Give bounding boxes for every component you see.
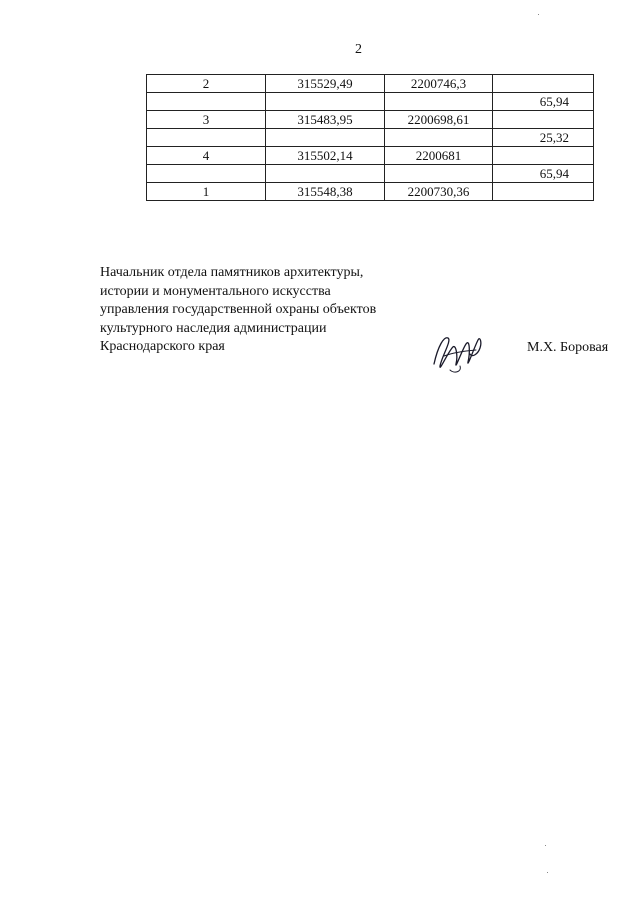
- distance-cell: [493, 75, 594, 93]
- y-coordinate-cell: 2200746,3: [385, 75, 493, 93]
- signatory-position: [100, 264, 376, 357]
- point-cell: 2: [147, 75, 266, 93]
- x-coordinate-cell: [266, 165, 385, 183]
- position-line: Краснодарского края: [100, 339, 225, 354]
- point-cell: [147, 129, 266, 147]
- y-coordinate-cell: 2200681: [385, 147, 493, 165]
- table-row: [147, 111, 594, 129]
- table-row: [147, 75, 594, 93]
- distance-cell: 25,32: [493, 129, 594, 147]
- scan-speck: [547, 872, 548, 873]
- point-cell: 3: [147, 111, 266, 129]
- y-coordinate-cell: [385, 165, 493, 183]
- y-coordinate-cell: 2200698,61: [385, 111, 493, 129]
- scan-speck: [545, 845, 546, 846]
- handwritten-signature: [430, 326, 490, 376]
- point-cell: 4: [147, 147, 266, 165]
- x-coordinate-cell: 315529,49: [266, 75, 385, 93]
- table-row: [147, 147, 594, 165]
- signer-name: М.Х. Боровая: [527, 340, 609, 355]
- distance-cell: 65,94: [493, 93, 594, 111]
- position-line: истории и монументального искусства: [100, 283, 331, 299]
- distance-cell: [493, 183, 594, 201]
- y-coordinate-cell: [385, 93, 493, 111]
- distance-cell: [493, 111, 594, 129]
- distance-cell: [493, 147, 594, 165]
- table-row: [147, 165, 594, 183]
- distance-cell: 65,94: [493, 165, 594, 183]
- y-coordinate-cell: [385, 129, 493, 147]
- position-line: Начальник отдела памятников архитектуры,: [100, 265, 364, 280]
- x-coordinate-cell: [266, 93, 385, 111]
- point-cell: [147, 165, 266, 183]
- x-coordinate-cell: 315502,14: [266, 147, 385, 165]
- point-cell: 1: [147, 183, 266, 201]
- x-coordinate-cell: 315548,38: [266, 183, 385, 201]
- table-row: [147, 183, 594, 201]
- x-coordinate-cell: 315483,95: [266, 111, 385, 129]
- point-cell: [147, 93, 266, 111]
- position-line: культурного наследия администрации: [100, 320, 327, 336]
- y-coordinate-cell: 2200730,36: [385, 183, 493, 201]
- table-row: [147, 129, 594, 147]
- x-coordinate-cell: [266, 129, 385, 147]
- page-number: 2: [355, 42, 362, 57]
- table-row: [147, 93, 594, 111]
- position-line: управления государственной охраны объектов: [100, 302, 377, 317]
- scan-speck: [538, 14, 539, 15]
- coordinates-table: [146, 74, 594, 201]
